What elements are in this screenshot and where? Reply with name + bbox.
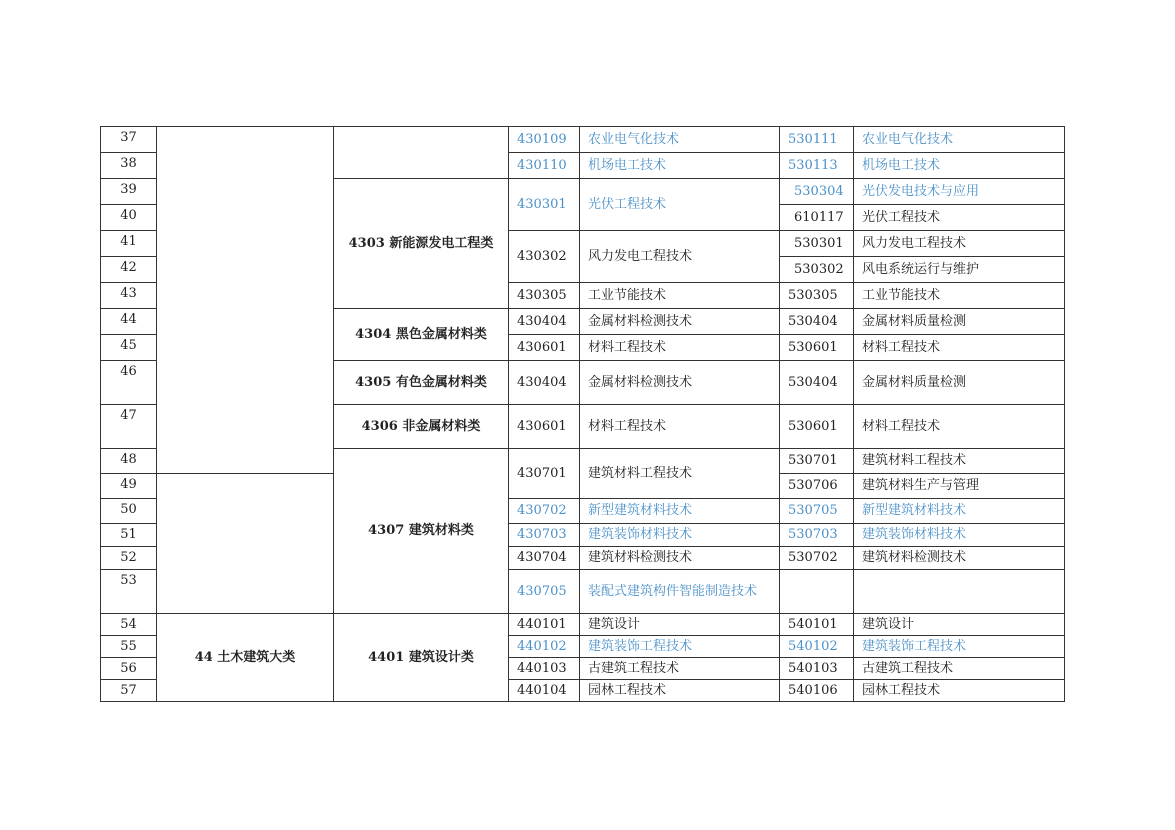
new-code: 530302: [780, 257, 854, 283]
row-number: 55: [101, 636, 157, 658]
category-cell: 4305 有色金属材料类: [334, 361, 509, 405]
old-code: 440103: [509, 658, 580, 680]
major-class-cell-empty: [157, 474, 334, 614]
old-code: 440102: [509, 636, 580, 658]
row-number: 46: [101, 361, 157, 405]
major-class-cell: 44 土木建筑大类: [157, 614, 334, 702]
new-name: 农业电气化技术: [854, 127, 1065, 153]
new-code: 540106: [780, 680, 854, 702]
row-number: 47: [101, 405, 157, 449]
new-name: 风力发电工程技术: [854, 231, 1065, 257]
old-name: 材料工程技术: [580, 405, 780, 449]
new-name: 建筑设计: [854, 614, 1065, 636]
row-number: 54: [101, 614, 157, 636]
old-code: 430601: [509, 335, 580, 361]
row-number: 56: [101, 658, 157, 680]
row-number: 41: [101, 231, 157, 257]
new-name: 光伏工程技术: [854, 205, 1065, 231]
old-name: 建筑材料检测技术: [580, 547, 780, 570]
old-name: 园林工程技术: [580, 680, 780, 702]
old-code: 430703: [509, 524, 580, 547]
old-name: 风力发电工程技术: [580, 231, 780, 283]
new-name: 建筑装饰材料技术: [854, 524, 1065, 547]
new-name: 材料工程技术: [854, 405, 1065, 449]
old-code: 430110: [509, 153, 580, 179]
new-name: [854, 570, 1065, 614]
new-name: 材料工程技术: [854, 335, 1065, 361]
new-code: 530702: [780, 547, 854, 570]
category-cell: 4303 新能源发电工程类: [334, 179, 509, 309]
old-code: 430305: [509, 283, 580, 309]
old-code: 430704: [509, 547, 580, 570]
major-catalog-table: [100, 126, 1065, 702]
old-name: 光伏工程技术: [580, 179, 780, 231]
old-name: 材料工程技术: [580, 335, 780, 361]
table-row: [101, 614, 1065, 636]
new-name: 机场电工技术: [854, 153, 1065, 179]
table-row: [101, 127, 1065, 153]
new-code: 530301: [780, 231, 854, 257]
new-code: 530703: [780, 524, 854, 547]
new-name: 光伏发电技术与应用: [854, 179, 1065, 205]
old-code: 440104: [509, 680, 580, 702]
new-code: 530601: [780, 405, 854, 449]
old-code: 440101: [509, 614, 580, 636]
row-number: 43: [101, 283, 157, 309]
row-number: 50: [101, 499, 157, 524]
new-code: 530601: [780, 335, 854, 361]
new-code: 540102: [780, 636, 854, 658]
old-name: 古建筑工程技术: [580, 658, 780, 680]
major-class-cell-empty: [157, 127, 334, 474]
row-number: 45: [101, 335, 157, 361]
old-name: 农业电气化技术: [580, 127, 780, 153]
old-name: 装配式建筑构件智能制造技术: [580, 570, 780, 614]
new-name: 风电系统运行与维护: [854, 257, 1065, 283]
new-code: 610117: [780, 205, 854, 231]
row-number: 37: [101, 127, 157, 153]
new-name: 建筑材料生产与管理: [854, 474, 1065, 499]
new-code: 540103: [780, 658, 854, 680]
new-code: 530304: [780, 179, 854, 205]
new-name: 建筑材料检测技术: [854, 547, 1065, 570]
old-code: 430701: [509, 449, 580, 499]
old-code: 430109: [509, 127, 580, 153]
row-number: 49: [101, 474, 157, 499]
new-code: 530404: [780, 309, 854, 335]
row-number: 42: [101, 257, 157, 283]
old-name: 建筑装饰材料技术: [580, 524, 780, 547]
new-name: 新型建筑材料技术: [854, 499, 1065, 524]
old-code: 430404: [509, 361, 580, 405]
row-number: 51: [101, 524, 157, 547]
old-name: 金属材料检测技术: [580, 361, 780, 405]
old-name: 建筑设计: [580, 614, 780, 636]
row-number: 57: [101, 680, 157, 702]
category-cell: 4304 黑色金属材料类: [334, 309, 509, 361]
new-code: [780, 570, 854, 614]
new-code: 530111: [780, 127, 854, 153]
new-code: 540101: [780, 614, 854, 636]
old-code: 430404: [509, 309, 580, 335]
old-name: 机场电工技术: [580, 153, 780, 179]
row-number: 53: [101, 570, 157, 614]
old-name: 建筑装饰工程技术: [580, 636, 780, 658]
row-number: 52: [101, 547, 157, 570]
old-code: 430705: [509, 570, 580, 614]
category-cell: 4306 非金属材料类: [334, 405, 509, 449]
new-name: 建筑材料工程技术: [854, 449, 1065, 474]
row-number: 40: [101, 205, 157, 231]
old-name: 建筑材料工程技术: [580, 449, 780, 499]
category-cell: 4401 建筑设计类: [334, 614, 509, 702]
new-code: 530706: [780, 474, 854, 499]
new-code: 530113: [780, 153, 854, 179]
old-code: 430302: [509, 231, 580, 283]
old-name: 金属材料检测技术: [580, 309, 780, 335]
old-name: 新型建筑材料技术: [580, 499, 780, 524]
new-name: 工业节能技术: [854, 283, 1065, 309]
row-number: 38: [101, 153, 157, 179]
category-cell-empty: [334, 127, 509, 179]
new-name: 古建筑工程技术: [854, 658, 1065, 680]
old-code: 430301: [509, 179, 580, 231]
row-number: 39: [101, 179, 157, 205]
new-name: 建筑装饰工程技术: [854, 636, 1065, 658]
row-number: 44: [101, 309, 157, 335]
new-code: 530701: [780, 449, 854, 474]
new-code: 530305: [780, 283, 854, 309]
category-cell: 4307 建筑材料类: [334, 449, 509, 614]
new-name: 金属材料质量检测: [854, 309, 1065, 335]
old-code: 430702: [509, 499, 580, 524]
new-code: 530705: [780, 499, 854, 524]
new-name: 园林工程技术: [854, 680, 1065, 702]
new-name: 金属材料质量检测: [854, 361, 1065, 405]
new-code: 530404: [780, 361, 854, 405]
old-name: 工业节能技术: [580, 283, 780, 309]
row-number: 48: [101, 449, 157, 474]
old-code: 430601: [509, 405, 580, 449]
